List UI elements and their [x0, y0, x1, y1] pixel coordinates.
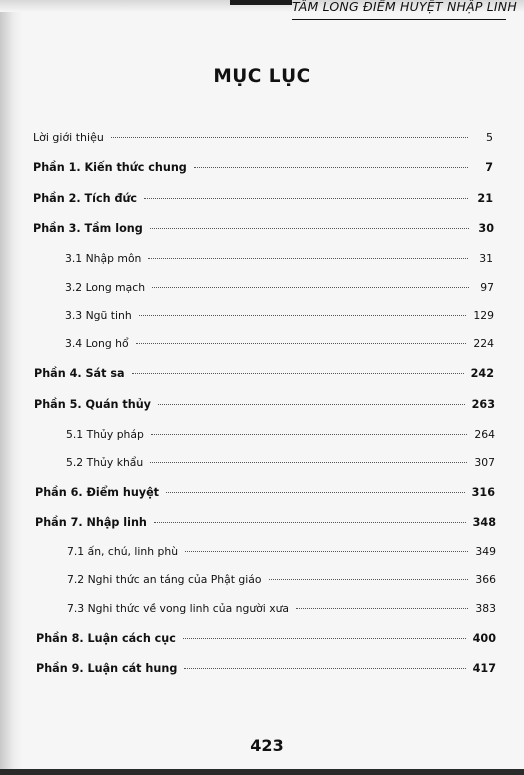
- toc-entry-part-4: [34, 367, 494, 387]
- toc-entry-sub-5-1: [66, 428, 495, 448]
- toc-entry-label: 3.3 Ngũ tinh: [65, 309, 132, 322]
- toc-entry-page: 97: [480, 281, 494, 294]
- toc-entry-label: 7.2 Nghi thức an táng của Phật giáo: [67, 573, 262, 586]
- dot-leader: [184, 668, 465, 669]
- dot-leader: [150, 462, 467, 463]
- toc-entry-page: 383: [475, 602, 496, 615]
- toc-entry-page: 316: [471, 486, 495, 499]
- dot-leader: [183, 638, 466, 639]
- toc-entry-label: 7.3 Nghi thức về vong linh của người xưa: [67, 602, 290, 615]
- dot-leader: [185, 551, 468, 552]
- toc-entry-label: 7.1 ấn, chú, linh phù: [67, 545, 179, 558]
- toc-entry-sub-7-3: [67, 602, 496, 622]
- toc-entry-part-7: [35, 516, 496, 536]
- toc-entry-page: 242: [470, 367, 494, 380]
- toc-entry-part-5: [34, 398, 495, 418]
- toc-entry-label: Phần 4. Sát sa: [34, 367, 125, 380]
- toc-entry-page: 400: [472, 632, 496, 645]
- dot-leader: [194, 167, 468, 168]
- toc-entry-page: 31: [479, 252, 493, 265]
- toc-entry-part-2: [33, 192, 493, 212]
- toc-entry-page: 264: [474, 428, 495, 441]
- dot-leader: [144, 198, 468, 199]
- toc-entry-label: Phần 5. Quán thủy: [34, 398, 151, 411]
- header-marker: [230, 0, 292, 5]
- toc-entry-label: Phần 6. Điểm huyệt: [35, 486, 160, 499]
- dot-leader: [148, 258, 468, 259]
- toc-entry-label: 3.1 Nhập môn: [65, 252, 142, 265]
- dot-leader: [269, 579, 469, 580]
- dot-leader: [158, 404, 465, 405]
- toc-entry-label: Phần 7. Nhập linh: [35, 516, 147, 529]
- toc-entry-page: 366: [475, 573, 496, 586]
- toc-entry-page: 348: [472, 516, 496, 529]
- toc-entry-sub-3-4: [65, 337, 494, 357]
- toc-entry-label: Phần 9. Luận cát hung: [36, 662, 178, 675]
- dot-leader: [111, 137, 468, 138]
- toc-entry-label: Phần 2. Tích đức: [33, 192, 138, 205]
- toc-entry-page: 307: [474, 456, 495, 469]
- toc-entry-sub-7-2: [67, 573, 496, 593]
- toc-entry-sub-5-2: [66, 456, 495, 476]
- toc-entry-part-6: [35, 486, 495, 506]
- toc-entry-page: 5: [486, 131, 493, 144]
- toc-entry-label: Phần 1. Kiến thức chung: [33, 161, 187, 174]
- toc-entry-part-3: [33, 222, 494, 242]
- toc-entry-page: 417: [472, 662, 496, 675]
- toc-entry-page: 349: [475, 545, 496, 558]
- toc-entry-label: Lời giới thiệu: [33, 131, 104, 144]
- page-number: 423: [250, 736, 284, 755]
- toc-entry-sub-7-1: [67, 545, 496, 565]
- dot-leader: [139, 315, 467, 316]
- toc-entry-label: 5.1 Thủy pháp: [66, 428, 144, 441]
- toc-entry-label: 3.2 Long mạch: [65, 281, 146, 294]
- dot-leader: [132, 373, 464, 374]
- toc-entry-sub-3-1: [65, 252, 493, 272]
- dot-leader: [166, 492, 465, 493]
- toc-entry-label: Phần 3. Tầm long: [33, 222, 143, 235]
- toc-entry-sub-3-2: [65, 281, 494, 301]
- page-title: MỤC LỤC: [213, 66, 311, 87]
- toc-entry-part-9: [36, 662, 496, 682]
- toc-entry-page: 30: [478, 222, 494, 235]
- dot-leader: [136, 343, 467, 344]
- toc-entry-sub-3-3: [65, 309, 494, 329]
- dot-leader: [152, 287, 469, 288]
- running-head: TÂM LONG ĐIỂM HUYỆT NHẬP LINH: [292, 0, 506, 20]
- toc-entry-label: Phần 8. Luận cách cục: [36, 632, 176, 645]
- toc-entry-part-1: [33, 161, 493, 181]
- toc-entry-page: 21: [477, 192, 493, 205]
- toc-entry-page: 7: [485, 161, 493, 174]
- dot-leader: [154, 522, 466, 523]
- dot-leader: [150, 228, 469, 229]
- dot-leader: [296, 608, 468, 609]
- page-edge-shadow: [0, 0, 22, 775]
- dot-leader: [151, 434, 468, 435]
- toc-entry-part-8: [36, 632, 496, 652]
- toc-entry-label: 3.4 Long hổ: [65, 337, 129, 350]
- page-bottom-edge: [0, 769, 524, 775]
- toc-entry-intro: [33, 131, 493, 151]
- toc-entry-page: 263: [471, 398, 495, 411]
- toc-entry-page: 129: [473, 309, 494, 322]
- toc-entry-page: 224: [473, 337, 494, 350]
- toc-entry-label: 5.2 Thủy khẩu: [66, 456, 144, 469]
